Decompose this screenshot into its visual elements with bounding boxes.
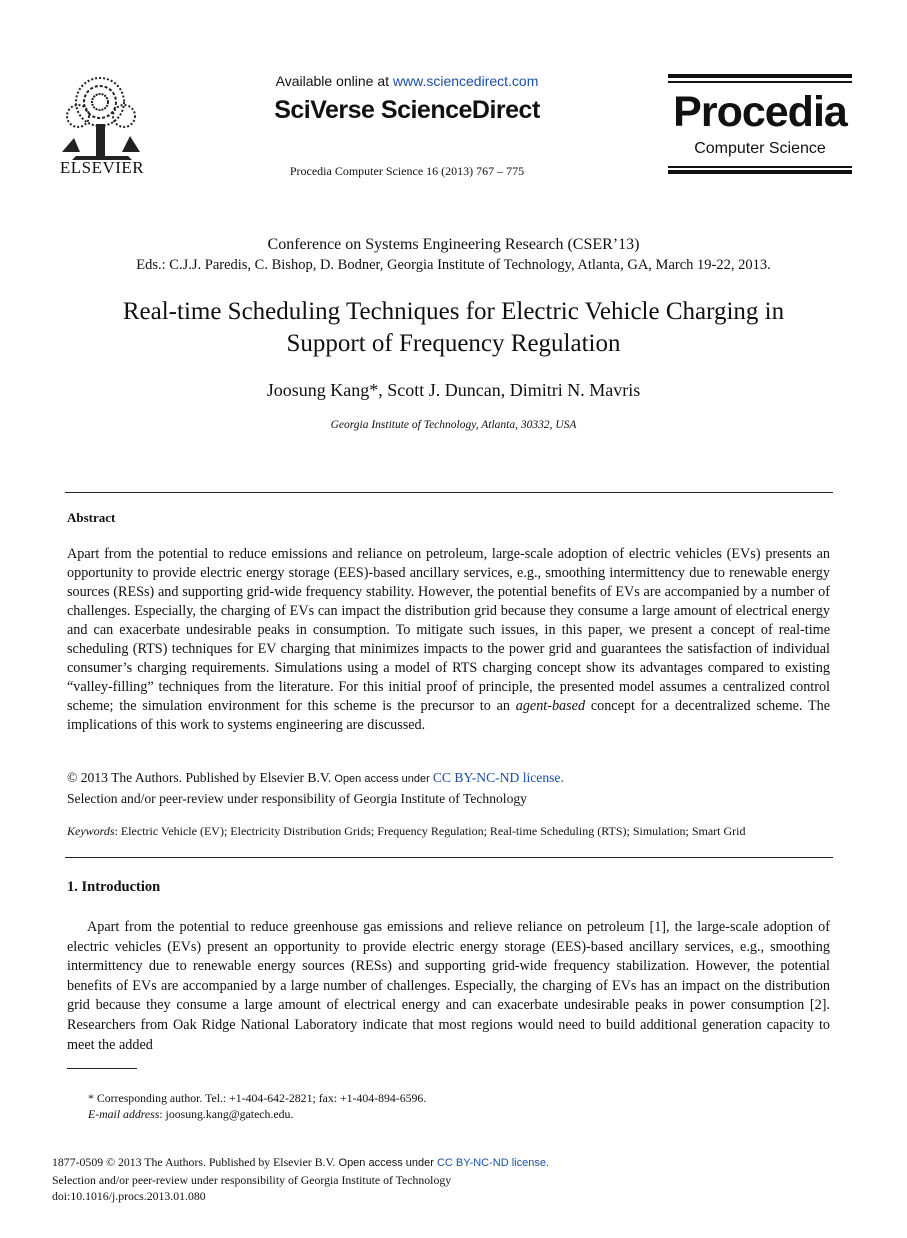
footer-doi[interactable]: doi:10.1016/j.procs.2013.01.080: [52, 1189, 206, 1203]
open-access-text: Open access under: [331, 773, 433, 785]
procedia-bottom-rule-thin: [668, 166, 852, 168]
email-label: E-mail address: [88, 1107, 160, 1121]
corresponding-author: * Corresponding author. Tel.: +1-404-642-2821; fax: +1-404-894-6596.: [88, 1091, 427, 1105]
divider-bottom: [65, 857, 833, 858]
editors-line: Eds.: C.J.J. Paredis, C. Bishop, D. Bodner, Georgia Institute of Technology, Atlanta, GA, March 19-22, 2013.: [136, 257, 771, 273]
footer-copyright-text: 1877-0509 © 2013 The Authors. Published by Elsevier B.V.: [52, 1155, 336, 1169]
email-line: [88, 1106, 426, 1122]
peer-review-line: Selection and/or peer-review under responsibility of Georgia Institute of Technology: [67, 791, 527, 806]
affiliation: Georgia Institute of Technology, Atlanta, 30332, USA: [330, 419, 577, 431]
divider-top: [65, 492, 833, 493]
procedia-top-rule: [668, 74, 852, 78]
footnote-rule: [67, 1068, 137, 1069]
paper-title-line2: Support of Frequency Regulation: [286, 330, 621, 357]
journal-reference: Procedia Computer Science 16 (2013) 767 – 775: [289, 164, 525, 178]
procedia-subtitle: Computer Science: [694, 140, 826, 157]
copyright-block: [67, 768, 564, 808]
footer-peer-review: Selection and/or peer-review under responsibility of Georgia Institute of Technology: [52, 1172, 452, 1187]
paper-title: [40, 296, 867, 360]
abstract-text: [67, 545, 830, 735]
footnote: [88, 1090, 426, 1122]
available-online: [262, 73, 552, 89]
intro-heading: 1. Introduction: [67, 879, 161, 895]
email-address[interactable]: : joosung.kang@gatech.edu.: [159, 1107, 294, 1121]
footer-copyright: [52, 1154, 549, 1172]
abstract-heading: Abstract: [67, 510, 116, 525]
intro-text: Apart from the potential to reduce greenhouse gas emissions and relieve reliance on petroleum [1], the large-scale adoption of electric vehicles (EVs) present an opportunity to provide electric energy storage (EES)-based ancillary services, e.g., smoothing intermittency due to renewable energy sources (RESs) and supporting grid-wide frequency stabilization. However, the potential benefits of EVs are accompanied by a large number of challenges. Especially, the charging of EVs has an impact on the distribution grid because they consume a large amount of electrical energy and can exacerbate undesirable peaks in power consumption [2]. Researchers from Oak Ridge National Laboratory indicate that most regions would need to build additional generation capacity to meet the added: [67, 919, 830, 1053]
elsevier-logo: [52, 72, 152, 180]
procedia-name: Procedia: [673, 88, 847, 136]
footer-license-link[interactable]: CC BY-NC-ND license.: [436, 1157, 550, 1169]
copyright-text: © 2013 The Authors. Published by Elsevier B.V.: [67, 770, 332, 785]
elsevier-wordmark: ELSEVIER: [59, 158, 145, 177]
sciencedirect-link[interactable]: www.sciencedirect.com: [392, 73, 539, 89]
abstract-text-end: concept for a decentralized scheme. The implications of this work to systems engineering are discussed.: [67, 698, 830, 733]
authors: Joosung Kang*, Scott J. Duncan, Dimitri N. Mavris: [266, 380, 641, 400]
paper-title-line1: Real-time Scheduling Techniques for Electric Vehicle Charging in: [122, 298, 785, 325]
copyright-line: [67, 768, 564, 789]
page-footer: [52, 1154, 549, 1205]
abstract-text-main: Apart from the potential to reduce emissions and reliance on petroleum, large-scale adoption of electric vehicles (EVs) presents an opportunity to provide electric energy storage (EES)-based ancillary services, e.g., smoothing intermittency due to renewable energy sources (RESs) and supporting grid-wide frequency stability. However, the potential benefits of EVs are accompanied by a number of challenges. Especially, the charging of EVs can impact the distribution grid because they consume a large amount of electrical energy and can exacerbate undesirable peaks in consumption. To mitigate such issues, in this paper, we present a concept of real-time scheduling (RTS) techniques for EV charging that minimizes impacts to the power grid and guarantees the satisfaction of individual consumer’s charging requirements. Simulations using a model of RTS charging concept show its advantages compared to existing “valley-filling” techniques from the literature. For this initial proof of principle, the presented model assumes a centralized control scheme; the simulation environment for this scheme is the precursor to an: [67, 546, 830, 714]
keywords-text: : Electric Vehicle (EV); Electricity Distribution Grids; Frequency Regulation; Real-time Scheduling (RTS); Simulation; Smart Grid: [114, 824, 746, 838]
procedia-top-rule-thin: [668, 81, 852, 83]
keywords: [67, 824, 837, 839]
conference-name: Conference on Systems Engineering Research (CSER’13): [267, 236, 640, 253]
footer-open-access: Open access under: [335, 1157, 437, 1169]
procedia-bottom-rule: [668, 170, 852, 174]
sciverse-logo: SciVerse ScienceDirect: [274, 96, 540, 124]
license-link[interactable]: CC BY-NC-ND license.: [432, 770, 564, 785]
abstract-text-italic: agent-based: [515, 698, 586, 714]
keywords-label: Keywords: [67, 824, 115, 838]
available-prefix: Available online at: [275, 73, 393, 89]
procedia-logo: [668, 74, 852, 174]
